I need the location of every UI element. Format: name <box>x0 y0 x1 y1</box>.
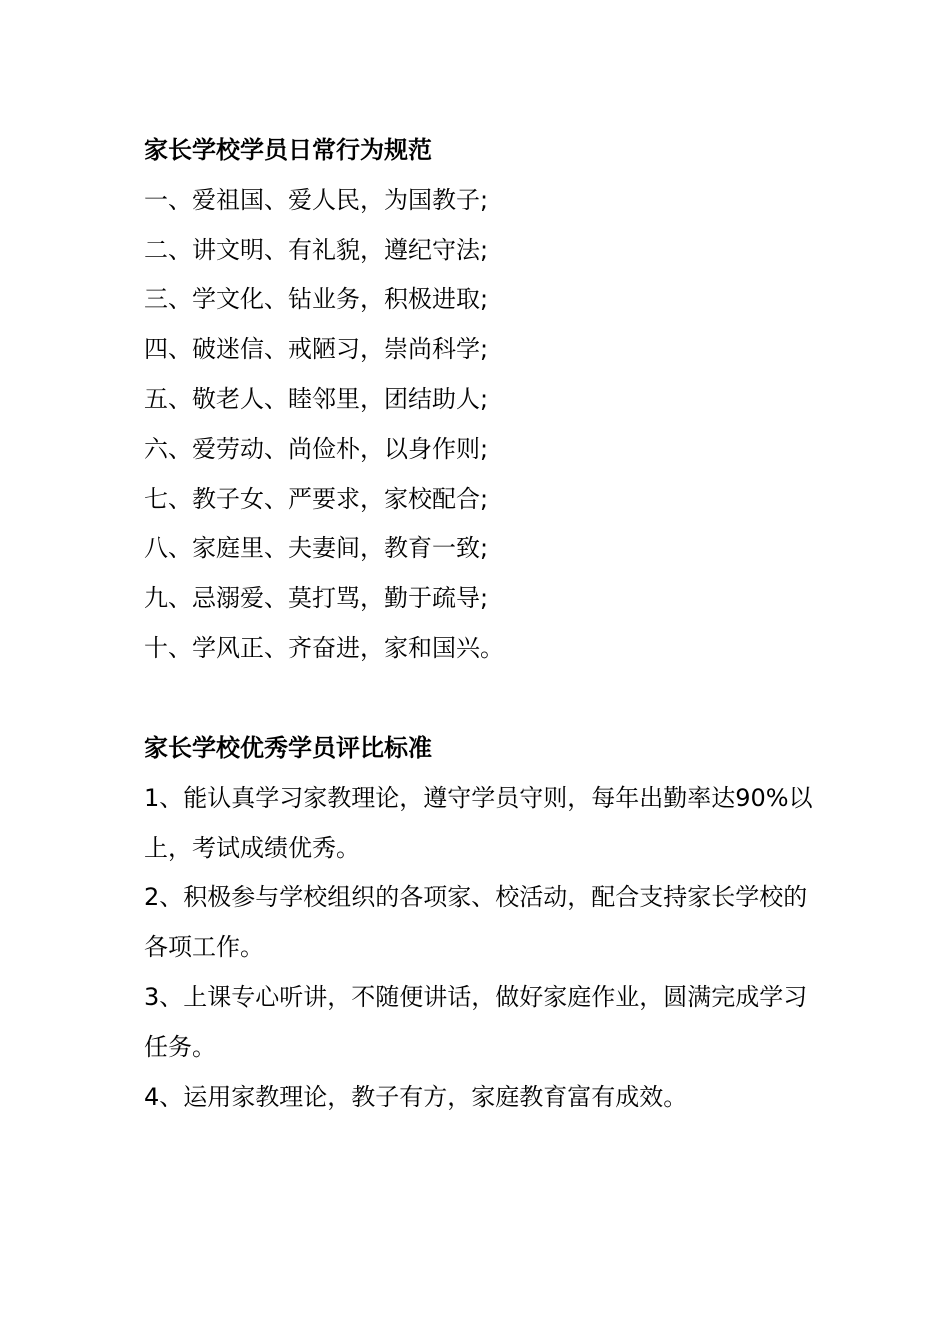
criteria-item: 4、运用家教理论，教子有方，家庭教育富有成效。 <box>144 1082 688 1111</box>
section-heading: 家长学校学员日常行为规范 <box>144 136 432 164</box>
excellent-student-criteria-section <box>144 724 824 1122</box>
list-item: 八、家庭里、夫妻间，教育一致; <box>144 534 489 563</box>
list-item: 七、教子女、严要求，家校配合; <box>144 484 489 513</box>
list-item: 六、爱劳动、尚俭朴，以身作则; <box>144 434 489 463</box>
list-item: 四、破迷信、戒陋习，崇尚科学; <box>144 335 489 364</box>
list-item: 五、敬老人、睦邻里，团结助人; <box>144 384 489 413</box>
list-item: 十、学风正、齐奋进，家和国兴。 <box>144 633 504 662</box>
list-item: 三、学文化、钻业务，积极进取; <box>144 285 489 314</box>
criteria-item: 2、积极参与学校组织的各项家、校活动，配合支持家长学校的各项工作。 <box>144 883 808 962</box>
list-item: 二、讲文明、有礼貌，遵纪守法; <box>144 235 489 264</box>
criteria-item: 3、上课专心听讲，不随便讲话，做好家庭作业，圆满完成学习任务。 <box>144 982 808 1061</box>
section-heading: 家长学校优秀学员评比标准 <box>144 734 432 762</box>
criteria-item: 1、能认真学习家教理论，遵守学员守则，每年出勤率达90%以上，考试成绩优秀。 <box>144 783 813 862</box>
list-item: 九、忌溺爱、莫打骂，勤于疏导; <box>144 584 489 613</box>
code-of-conduct-section <box>144 126 824 674</box>
list-item: 一、爱祖国、爱人民，为国教子; <box>144 185 489 214</box>
